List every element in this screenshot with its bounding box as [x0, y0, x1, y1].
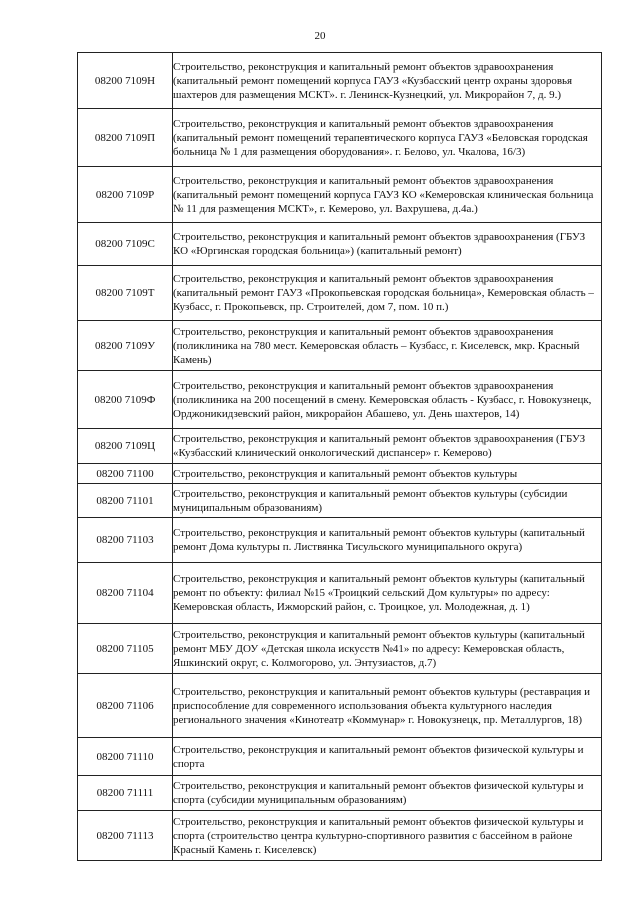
row-code: 08200 7109Ц [78, 429, 173, 464]
row-description: Строительство, реконструкция и капитальный ремонт объектов здравоохранения (поликлиника на 780 мест. Кемеровская область – Кузбасс, г. Киселевск, мкр. Красный Камень) [173, 321, 602, 371]
table-row [78, 563, 602, 624]
page-number: 20 [314, 30, 326, 42]
row-code: 08200 7109Ф [78, 371, 173, 429]
table-row [78, 484, 602, 518]
row-code: 08200 71110 [78, 738, 173, 776]
table-row [78, 776, 602, 811]
row-code: 08200 7109С [78, 223, 173, 266]
row-code: 08200 7109Т [78, 266, 173, 321]
table-row [78, 624, 602, 674]
table-row [78, 321, 602, 371]
row-code: 08200 7109У [78, 321, 173, 371]
row-description: Строительство, реконструкция и капитальный ремонт объектов здравоохранения (капитальный ремонт ГАУЗ «Прокопьевская городская больница», Кемеровская область – Кузбасс, г. Прокопьевск, пр. Строителей, дом 7, пом. 10 п.) [173, 266, 602, 321]
table-row [78, 674, 602, 738]
row-description: Строительство, реконструкция и капитальный ремонт объектов культуры (капитальный ремонт Дома культуры п. Листвянка Тисульского муниципального округа) [173, 518, 602, 563]
row-description: Строительство, реконструкция и капитальный ремонт объектов культуры (капитальный ремонт МБУ ДОУ «Детская школа искусств №41» по адресу: Кемеровская область, Яшкинский округ, с. Колмогорово, ул. Энтузиастов, д.7) [173, 624, 602, 674]
row-code: 08200 71113 [78, 811, 173, 861]
row-description: Строительство, реконструкция и капитальный ремонт объектов здравоохранения (ГБУЗ КО «Юргинская городская больница») (капитальный ремонт) [173, 223, 602, 266]
row-description: Строительство, реконструкция и капитальный ремонт объектов здравоохранения (капитальный ремонт помещений корпуса ГАУЗ «Кузбасский центр охраны здоровья шахтеров для размещения МСКТ». г. Ленинск-Кузнецкий, ул. Микрорайон 7, д. 9.) [173, 53, 602, 109]
table-row [78, 371, 602, 429]
row-description: Строительство, реконструкция и капитальный ремонт объектов физической культуры и спорта [173, 738, 602, 776]
table-row [78, 53, 602, 109]
table-row [78, 109, 602, 167]
row-code: 08200 7109П [78, 109, 173, 167]
row-code: 08200 7109Н [78, 53, 173, 109]
row-code: 08200 71104 [78, 563, 173, 624]
table-row [78, 266, 602, 321]
table-row [78, 518, 602, 563]
budget-codes-table [77, 52, 602, 861]
row-code: 08200 7109Р [78, 167, 173, 223]
row-description: Строительство, реконструкция и капитальный ремонт объектов физической культуры и спорта (субсидии муниципальным образованиям) [173, 776, 602, 811]
row-description: Строительство, реконструкция и капитальный ремонт объектов культуры (субсидии муниципальным образованиям) [173, 484, 602, 518]
row-description: Строительство, реконструкция и капитальный ремонт объектов культуры (реставрация и приспособление для современного использования объекта культурного наследия регионального значения «Кинотеатр «Коммунар» г. Новокузнецк, пр. Металлургов, 18) [173, 674, 602, 738]
row-description: Строительство, реконструкция и капитальный ремонт объектов здравоохранения (капитальный ремонт помещений терапевтического корпуса ГАУЗ «Беловская городская больница № 1 для размещения оборудования». г. Белово, ул. Чкалова, 16/3) [173, 109, 602, 167]
row-description: Строительство, реконструкция и капитальный ремонт объектов культуры (капитальный ремонт по объекту: филиал №15 «Троицкий сельский Дом культуры» по адресу: Кемеровская область, Ижморский район, с. Троицкое, ул. Молодежная, д. 1) [173, 563, 602, 624]
row-code: 08200 71103 [78, 518, 173, 563]
row-code: 08200 71100 [78, 464, 173, 484]
row-description: Строительство, реконструкция и капитальный ремонт объектов здравоохранения (поликлиника на 200 посещений в смену. Кемеровская область - Кузбасс, г. Новокузнецк, Орджоникидзевский район, микрорайон Абашево, ул. День шахтеров, 14) [173, 371, 602, 429]
table-row [78, 464, 602, 484]
table-row [78, 811, 602, 861]
table-row [78, 167, 602, 223]
row-code: 08200 71106 [78, 674, 173, 738]
row-description: Строительство, реконструкция и капитальный ремонт объектов культуры [173, 464, 602, 484]
row-description: Строительство, реконструкция и капитальный ремонт объектов физической культуры и спорта (строительство центра культурно-спортивного развития с бассейном в районе Красный Камень г. Киселевск) [173, 811, 602, 861]
row-code: 08200 71105 [78, 624, 173, 674]
row-description: Строительство, реконструкция и капитальный ремонт объектов здравоохранения (ГБУЗ «Кузбасский клинический онкологический диспансер» г. Кемерово) [173, 429, 602, 464]
row-code: 08200 71101 [78, 484, 173, 518]
table-row [78, 429, 602, 464]
row-code: 08200 71111 [78, 776, 173, 811]
table-row [78, 223, 602, 266]
row-description: Строительство, реконструкция и капитальный ремонт объектов здравоохранения (капитальный ремонт помещений корпуса ГАУЗ КО «Кемеровская клиническая больница № 11 для размещения МСКТ», г. Кемерово, ул. Вахрушева, д.4а.) [173, 167, 602, 223]
table-row [78, 738, 602, 776]
